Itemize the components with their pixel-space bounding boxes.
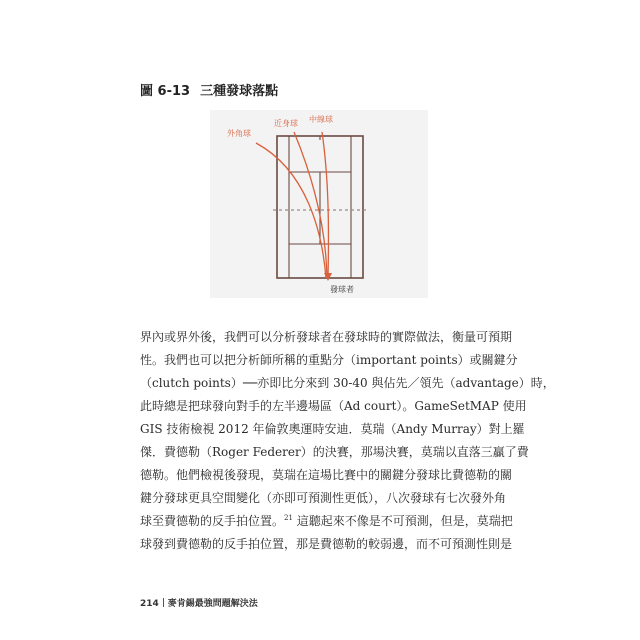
server-marker [324, 273, 332, 281]
text-line: GIS 技術檢視 2012 年倫敦奧運時安迪．莫瑞（Andy Murray）對上羅 [140, 422, 525, 436]
center-serve-label: 中線球 [309, 115, 333, 124]
wide-serve-label: 外角球 [227, 129, 251, 138]
body-serve-trajectory [294, 132, 327, 278]
text-line: 球至費德勒的反手拍位置。$^{21}$ 這聽起來不像是不可預測，但是，莫瑞把 [140, 514, 513, 528]
body-serve-label: 近身球 [274, 119, 298, 128]
text-line: 傑．費德勒（Roger Federer）的決賽，那場決賽，莫瑞以直落三贏了費 [140, 445, 529, 459]
page-footer [140, 596, 258, 609]
text-line: 鍵分發球更具空間變化（亦即可預測性更低），八次發球有七次發外角 [140, 491, 507, 505]
server-label: 發球者 [330, 285, 354, 294]
book-title: 麥肯錫最強問題解決法 [167, 599, 258, 609]
text-line: 德勒。他們檢視後發現，莫瑞在這場比賽中的關鍵分發球比費德勒的關 [140, 468, 513, 482]
tennis-court-figure [210, 110, 428, 298]
footnote-reference[interactable]: 21 [284, 514, 293, 522]
figure-number: 圖 6-13 [140, 84, 191, 99]
text-line: 界內或界外後，我們可以分析發球者在發球時的實際做法，衡量可預期 [140, 330, 513, 344]
text-line: 球發到費德勒的反手拍位置，那是費德勒的較弱邊，而不可預測性則是 [140, 537, 513, 551]
figure-title [140, 80, 278, 99]
body-paragraph [140, 326, 555, 556]
text-line: 此時總是把球發向對手的左半邊場區（Ad court）。GameSetMAP 使用 [140, 399, 527, 413]
text-line: 性。我們也可以把分析師所稱的重點分（important points）或關鍵分 [140, 353, 518, 367]
page-number: 214 [140, 599, 159, 609]
text-line: （clutch points）──亦即比分來到 30-40 與佔先／領先（advantage）時， [140, 376, 555, 390]
figure-caption: 三種發球落點 [200, 84, 279, 99]
